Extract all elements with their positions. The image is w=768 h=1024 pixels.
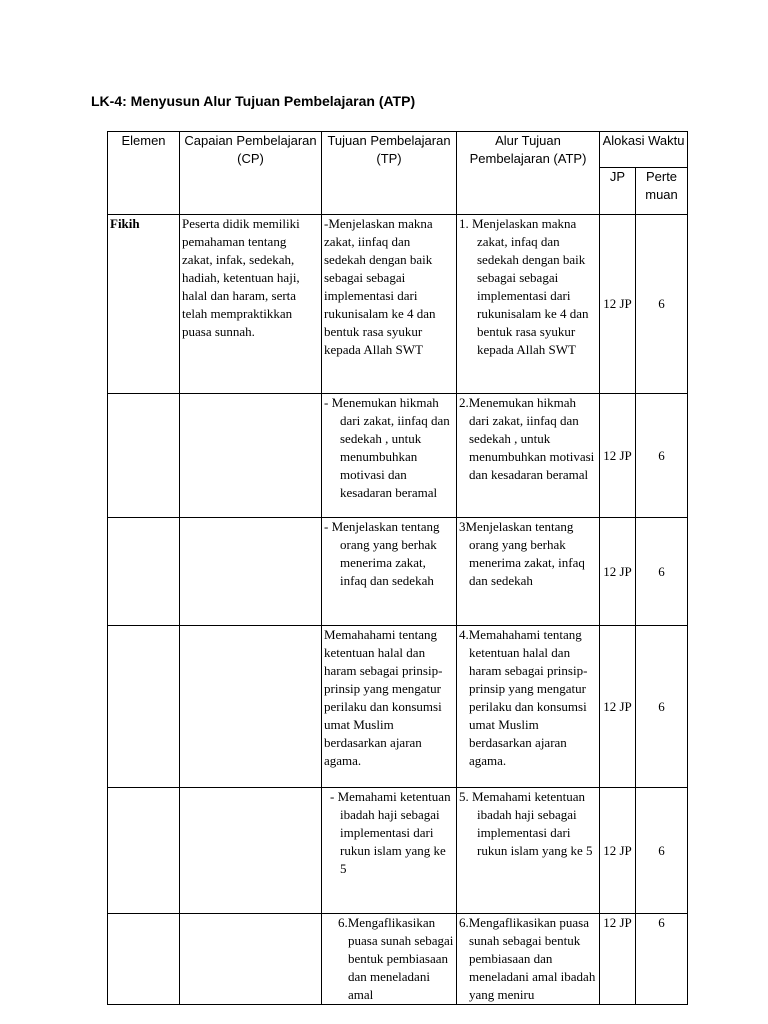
- table-row: [108, 914, 688, 1005]
- pertemuan-cell: 6: [636, 914, 688, 1005]
- document-title: LK-4: Menyusun Alur Tujuan Pembelajaran (ATP): [91, 93, 416, 109]
- tp-cell: [322, 788, 457, 914]
- atp-cell: [457, 518, 600, 626]
- tp-cell: [322, 518, 457, 626]
- jp-cell: 12 JP: [600, 394, 636, 518]
- jp-cell: 12 JP: [600, 788, 636, 914]
- tp-text: 6.Mengaflikasikan puasa sunah sebagai bentuk pembiasaan dan meneladani amal: [338, 915, 454, 1002]
- header-cp: Capaian Pembelajaran (CP): [180, 132, 322, 215]
- atp-cell: [457, 788, 600, 914]
- atp-table: [107, 131, 688, 1005]
- atp-text: 5. Memahami ketentuan ibadah haji sebagai implementasi dari rukun islam yang ke 5: [459, 789, 593, 858]
- tp-text: -Menjelaskan makna zakat, iinfaq dan sedekah dengan baik sebagai sebagai implementasi dari rukunisalam ke 4 dan bentuk rasa syukur kepada Allah SWT: [324, 216, 436, 357]
- header-atp: Alur Tujuan Pembelajaran (ATP): [457, 132, 600, 215]
- cp-cell-empty: [180, 788, 322, 914]
- pertemuan-cell: 6: [636, 788, 688, 914]
- tp-cell: [322, 914, 457, 1005]
- cp-cell-empty: [180, 626, 322, 788]
- jp-cell: 12 JP: [600, 215, 636, 394]
- elemen-cell-empty: [108, 914, 180, 1005]
- tp-text: - Menemukan hikmah dari zakat, iinfaq dan sedekah , untuk menumbuhkan motivasi dan kesadaran beramal: [324, 395, 450, 500]
- tp-cell: [322, 626, 457, 788]
- header-pertemuan: Perte muan: [636, 168, 688, 215]
- atp-text: 4.Memahahami tentang ketentuan halal dan haram sebagai prinsip-prinsip yang mengatur perilaku dan konsumsi umat Muslim berdasarkan ajaran agama.: [459, 627, 588, 768]
- header-alokasi-waktu: Alokasi Waktu: [600, 132, 688, 168]
- table-row: [108, 788, 688, 914]
- tp-text: Memahahami tentang ketentuan halal dan haram sebagai prinsip-prinsip yang mengatur perilaku dan konsumsi umat Muslim berdasarkan ajaran agama.: [324, 627, 443, 768]
- jp-cell: 12 JP: [600, 626, 636, 788]
- elemen-cell-empty: [108, 788, 180, 914]
- tp-text: - Memahami ketentuan ibadah haji sebagai implementasi dari rukun islam yang ke 5: [330, 789, 451, 876]
- pertemuan-cell: 6: [636, 215, 688, 394]
- atp-text: 3Menjelaskan tentang orang yang berhak menerima zakat, infaq dan sedekah: [459, 519, 585, 588]
- jp-cell: 12 JP: [600, 914, 636, 1005]
- atp-cell: [457, 215, 600, 394]
- header-jp: JP: [600, 168, 636, 215]
- header-row: [108, 132, 688, 168]
- table-row: [108, 215, 688, 394]
- header-elemen: Elemen: [108, 132, 180, 215]
- elemen-cell-empty: [108, 518, 180, 626]
- cp-cell-empty: [180, 394, 322, 518]
- jp-cell: 12 JP: [600, 518, 636, 626]
- atp-cell: [457, 914, 600, 1005]
- header-tp: Tujuan Pembelajaran (TP): [322, 132, 457, 215]
- table-row: [108, 518, 688, 626]
- tp-cell: [322, 215, 457, 394]
- atp-text: 2.Menemukan hikmah dari zakat, iinfaq dan sedekah , untuk menumbuhkan motivasi dan kesadaran beramal: [459, 395, 595, 482]
- cp-cell-empty: [180, 518, 322, 626]
- table-row: [108, 394, 688, 518]
- elemen-cell-empty: [108, 394, 180, 518]
- pertemuan-cell: 6: [636, 518, 688, 626]
- atp-cell: [457, 394, 600, 518]
- pertemuan-cell: 6: [636, 626, 688, 788]
- atp-cell: [457, 626, 600, 788]
- elemen-cell-empty: [108, 626, 180, 788]
- pertemuan-cell: 6: [636, 394, 688, 518]
- tp-cell: [322, 394, 457, 518]
- atp-text: 6.Mengaflikasikan puasa sunah sebagai bentuk pembiasaan dan meneladani amal ibadah yang meniru: [459, 915, 596, 1002]
- tp-text: - Menjelaskan tentang orang yang berhak menerima zakat, infaq dan sedekah: [324, 519, 440, 588]
- elemen-cell: Fikih: [108, 215, 180, 394]
- table-row: [108, 626, 688, 788]
- cp-cell: Peserta didik memiliki pemahaman tentang zakat, infak, sedekah, hadiah, ketentuan haji, halal dan haram, serta telah mempraktikkan puasa sunnah.: [180, 215, 322, 394]
- cp-cell-empty: [180, 914, 322, 1005]
- atp-text: 1. Menjelaskan makna zakat, infaq dan sedekah dengan baik sebagai sebagai implementasi dari rukunisalam ke 4 dan bentuk rasa syukur kepada Allah SWT: [459, 216, 589, 357]
